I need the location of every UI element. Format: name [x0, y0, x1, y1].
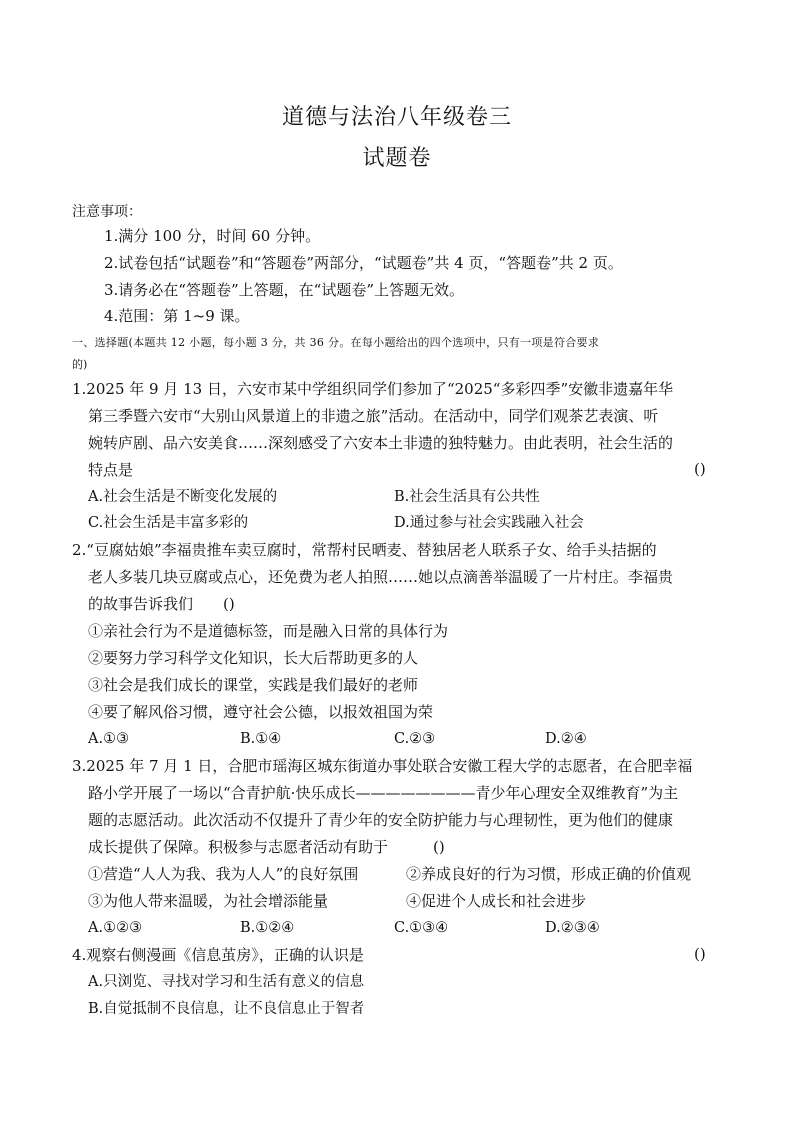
option-d: D.通过参与社会实践融入社会	[394, 515, 584, 531]
option-c: C.②③	[394, 731, 436, 747]
question-4-line: 4.观察右侧漫画《信息茧房》，正确的认识是	[72, 946, 364, 964]
statement: ②要努力学习科学文化知识，长大后帮助更多的人	[88, 649, 419, 667]
question-2-line: 的故事告诉我们 ()	[88, 595, 235, 613]
notice-item: 2.试卷包括“试题卷”和“答题卷”两部分，“试题卷”共 4 页，“答题卷”共 2 页。	[104, 254, 623, 272]
question-3-line: 成长提供了保障。积极参与志愿者活动有助于 ()	[88, 838, 445, 856]
option-a: A.社会生活是不断变化发展的	[88, 489, 278, 505]
exam-subtitle: 试题卷	[362, 146, 432, 171]
question-1-line: 特点是	[88, 461, 134, 479]
option-a: A.①②③	[88, 920, 143, 936]
statement: ③为他人带来温暖，为社会增添能量	[88, 892, 329, 910]
option-d: D.②④	[545, 731, 587, 747]
option-d: D.②③④	[545, 920, 600, 936]
option-a: A.①③	[88, 731, 130, 747]
option-c: C.①③④	[394, 920, 449, 936]
question-1-line: 第三季暨六安市“大别山风景道上的非遗之旅”活动。在活动中，同学们观茶艺表演、听	[88, 407, 659, 425]
statement: ④要了解风俗习惯，遵守社会公德，以报效祖国为荣	[88, 703, 434, 721]
option-b: B.①②④	[240, 920, 295, 936]
statement: ①营造“人人为我、我为人人”的良好氛围	[88, 865, 359, 883]
notice-heading: 注意事项：	[72, 204, 142, 220]
statement: ③社会是我们成长的课堂，实践是我们最好的老师	[88, 676, 419, 694]
section-heading: 一、选择题(本题共 12 小题，每小题 3 分，共 36 分。在每小题给出的四个选项中，只有一项是符合要求	[72, 336, 600, 349]
question-2-line: 老人多装几块豆腐或点心，还免费为老人拍照……她以点滴善举温暖了一片村庄。李福贵	[88, 568, 674, 586]
question-1-line: 婉转庐剧、品六安美食……深刻感受了六安本土非遗的独特魅力。由此表明，社会生活的	[88, 434, 674, 452]
option-a: A.只浏览、寻找对学习和生活有意义的信息	[88, 974, 365, 990]
exam-title: 道德与法治八年级卷三	[281, 105, 512, 130]
option-b: B.①④	[240, 731, 282, 747]
answer-paren: ()	[694, 460, 706, 478]
question-3-line: 3.2025 年 7 月 1 日，合肥市瑶海区城东街道办事处联合安徽工程大学的志愿者，在合肥幸福	[72, 757, 693, 775]
option-b: B.自觉抵制不良信息，让不良信息止于智者	[88, 1001, 365, 1017]
statement: ④促进个人成长和社会进步	[406, 892, 587, 910]
statement: ②养成良好的行为习惯，形成正确的价值观	[406, 865, 692, 883]
notice-item: 4.范围：第 1~9 课。	[104, 307, 250, 325]
option-b: B.社会生活具有公共性	[394, 489, 540, 505]
section-heading-cont: 的)	[72, 358, 88, 371]
notice-item: 3.请务必在“答题卷”上答题，在“试题卷”上答题无效。	[104, 281, 464, 299]
question-3-line: 路小学开展了一场以“合青护航·快乐成长————————青少年心理安全双维教育”为主	[88, 784, 679, 802]
notice-item: 1.满分 100 分，时间 60 分钟。	[104, 227, 321, 245]
answer-paren: ()	[694, 945, 706, 963]
question-1-line: 1.2025 年 9 月 13 日，六安市某中学组织同学们参加了“2025“多彩四季”安徽非遗嘉年华	[72, 380, 674, 398]
option-c: C.社会生活是丰富多彩的	[88, 515, 249, 531]
question-2-line: 2.“豆腐姑娘”李福贵推车卖豆腐时，常帮村民晒麦、替独居老人联系子女、给手头拮据的	[72, 541, 657, 559]
question-3-line: 题的志愿活动。此次活动不仅提升了青少年的安全防护能力与心理韧性，更为他们的健康	[88, 811, 674, 829]
statement: ①亲社会行为不是道德标签，而是融入日常的具体行为	[88, 622, 449, 640]
